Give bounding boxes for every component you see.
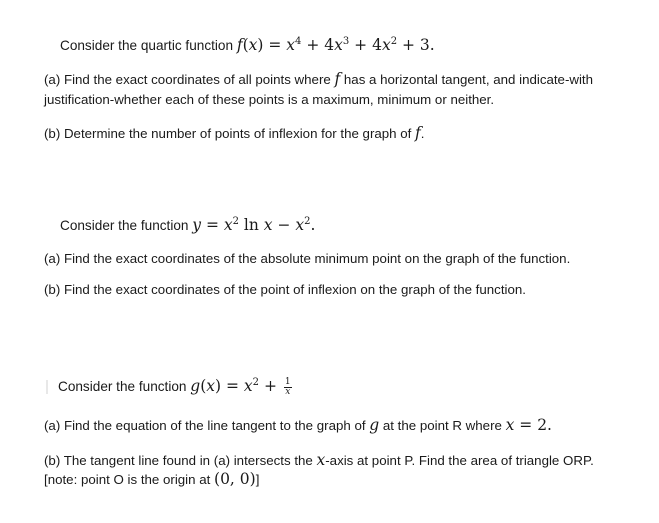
problem-1-part-b-end: . [420,126,425,141]
problem-3-part-b-start: (b) The tangent line found in (a) intersects the [44,453,317,468]
x-equals-2: x = 2. [505,416,552,434]
text-cursor-marker [46,380,48,394]
problem-3-part-a-mid: at the point R where [379,418,506,433]
origin-coordinates: (0, 0) [214,470,256,488]
problem-1-part-a-line-1 [44,70,593,89]
problem-2-intro [60,216,315,235]
problem-1-part-b-text: (b) Determine the number of points of inflexion for the graph of [44,126,416,141]
function-g-symbol: g [369,416,380,434]
problem-3-intro [60,377,292,397]
problem-1-part-a-line-2 [44,91,494,109]
problem-2-part-b [44,281,526,299]
g-function-expression: $g(x) = x^2$ + $\frac{1}{x}$ [190,376,291,397]
problem-3-part-b-line-2 [44,470,259,489]
problem-1-part-a-text: (a) Find the exact coordinates of all points where [44,72,335,87]
quartic-function-expression: $f(x) = x^4 + 4x^3 + 4x^2 + 3$. [236,36,435,54]
problem-1-intro-text: Consider the quartic function [60,38,237,53]
problem-2-part-b-text: (b) Find the exact coordinates of the point of inflexion on the graph of the function. [44,282,526,297]
problem-1-part-a-text-2: justification-whether each of these points is a maximum, minimum or neither. [44,92,495,107]
problem-3-part-b-line-1 [44,451,594,470]
problem-3-note-start: [note: point O is the origin at [44,472,215,487]
problem-3-intro-text: Consider the function [58,379,191,394]
problem-2-part-a [44,250,570,268]
problem-2-part-a-text: (a) Find the exact coordinates of the absolute minimum point on the graph of the function. [44,251,571,266]
problem-3-part-a [44,416,552,435]
problem-3-note-end: ] [255,472,260,487]
problem-1-part-a-text-end: has a horizontal tangent, and indicate-with [340,72,594,87]
function-f-symbol-b: f [415,124,421,142]
problem-3-part-a-text: (a) Find the equation of the line tangent to the graph of [44,418,370,433]
x-axis-symbol: x [316,451,326,469]
problem-3-part-b-end: -axis at point P. Find the area of triangle ORP. [325,453,594,468]
problem-1-intro [60,36,435,55]
problem-2-intro-text: Consider the function [60,218,193,233]
function-f-symbol: f [334,70,341,88]
problem-1-part-b [44,124,425,143]
log-function-expression: $y = x^2$ $\ln x - x^2$. [192,216,316,234]
